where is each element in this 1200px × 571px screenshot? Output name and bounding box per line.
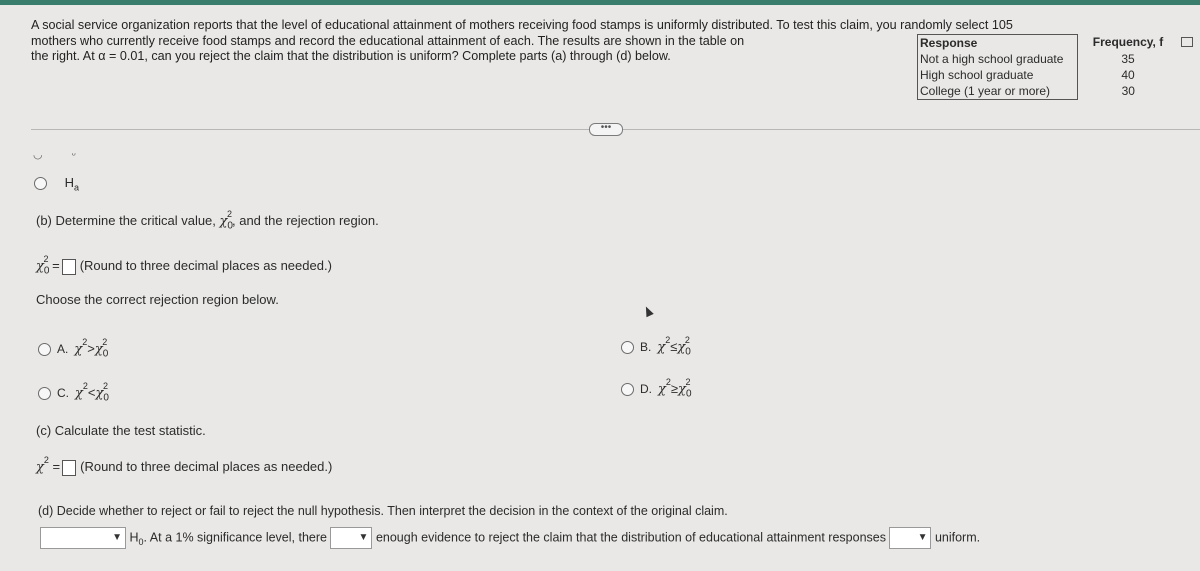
option-c[interactable]: C. $\chi^2<\chi_0^2$ [38,385,108,404]
ha-radio[interactable] [34,177,47,190]
response-cell: High school graduate [918,67,1078,83]
frequency-cell: 35 [1121,51,1135,66]
problem-line-3: the right. At α = 0.01, can you reject the claim that the distribution is uniform? Complete parts (a) through (d) below. [31,49,671,63]
part-c-prompt: (c) Calculate the test statistic. [36,423,206,438]
partial-radio-icon: ◡ [33,149,43,161]
option-b[interactable]: B. $\chi^2\le\chi_0^2$ [621,339,690,358]
critical-value-row: $\chi_0^2$ = (Round to three decimal places as needed.) [36,254,332,277]
option-a-radio[interactable] [38,343,51,356]
response-cell: College (1 year or more) [918,83,1078,100]
choose-region-prompt: Choose the correct rejection region below. [36,292,279,307]
uniform-dropdown[interactable] [889,527,931,549]
chevron-down-icon: ▼ [917,532,928,543]
test-statistic-input[interactable] [62,460,76,476]
mouse-cursor-icon [642,305,653,317]
round-note: (Round to three decimal places as needed.) [79,258,332,273]
round-note: (Round to three decimal places as needed.) [80,459,333,474]
frequency-cell: 30 [1121,83,1135,98]
problem-statement [31,18,1013,65]
partial-radio-row [33,148,76,161]
response-header: Response [918,35,1078,52]
part-d-prompt: (d) Decide whether to reject or fail to reject the null hypothesis. Then interpret the decision in the context of the original claim. [38,504,728,518]
frequency-cell: 40 [1121,67,1135,82]
reject-decision-dropdown[interactable] [40,527,126,549]
option-b-radio[interactable] [621,341,634,354]
chevron-down-icon: ▼ [358,532,369,543]
problem-line-1: A social service organization reports that the level of educational attainment of mothers receiving food stamps is uniformly distributed. To test this claim, you randomly select 105 [31,18,1013,32]
table-header-row [918,35,1179,52]
frequency-table [917,34,1179,100]
chevron-down-icon: ▼ [112,532,122,543]
critical-value-input[interactable] [62,259,76,275]
response-cell: Not a high school graduate [918,51,1078,67]
option-d[interactable]: D. $\chi^2\ge\chi_0^2$ [621,381,691,400]
part-b-prompt: (b) Determine the critical value, $\chi_0^2$, and the rejection region. [36,209,379,232]
table-row [918,83,1179,100]
ha-option[interactable] [34,175,79,193]
expand-more-button[interactable]: ••• [589,123,623,136]
copy-table-icon[interactable] [1181,37,1193,47]
option-d-radio[interactable] [621,383,634,396]
part-d-answer-row: ▼ $H_0$. At a 1% significance level, there ▼ enough evidence to reject the claim that the distribution of educational attainment responses ▼ uniform. [40,527,980,549]
option-a[interactable]: A. $\chi^2>\chi_0^2$ [38,341,107,360]
evidence-dropdown[interactable] [330,527,372,549]
frequency-header: Frequency, f [1092,35,1164,50]
ha-label: $H_a$ [64,175,80,193]
option-c-radio[interactable] [38,387,51,400]
problem-line-2: mothers who currently receive food stamps and record the educational attainment of each. The results are shown in the table on [31,33,745,48]
partial-radio-icon: ᵕ [71,149,76,161]
top-accent-bar [0,0,1200,5]
test-statistic-row: $\chi^2$ = (Round to three decimal places as needed.) [36,455,333,475]
table-row [918,67,1179,83]
table-row [918,51,1179,67]
